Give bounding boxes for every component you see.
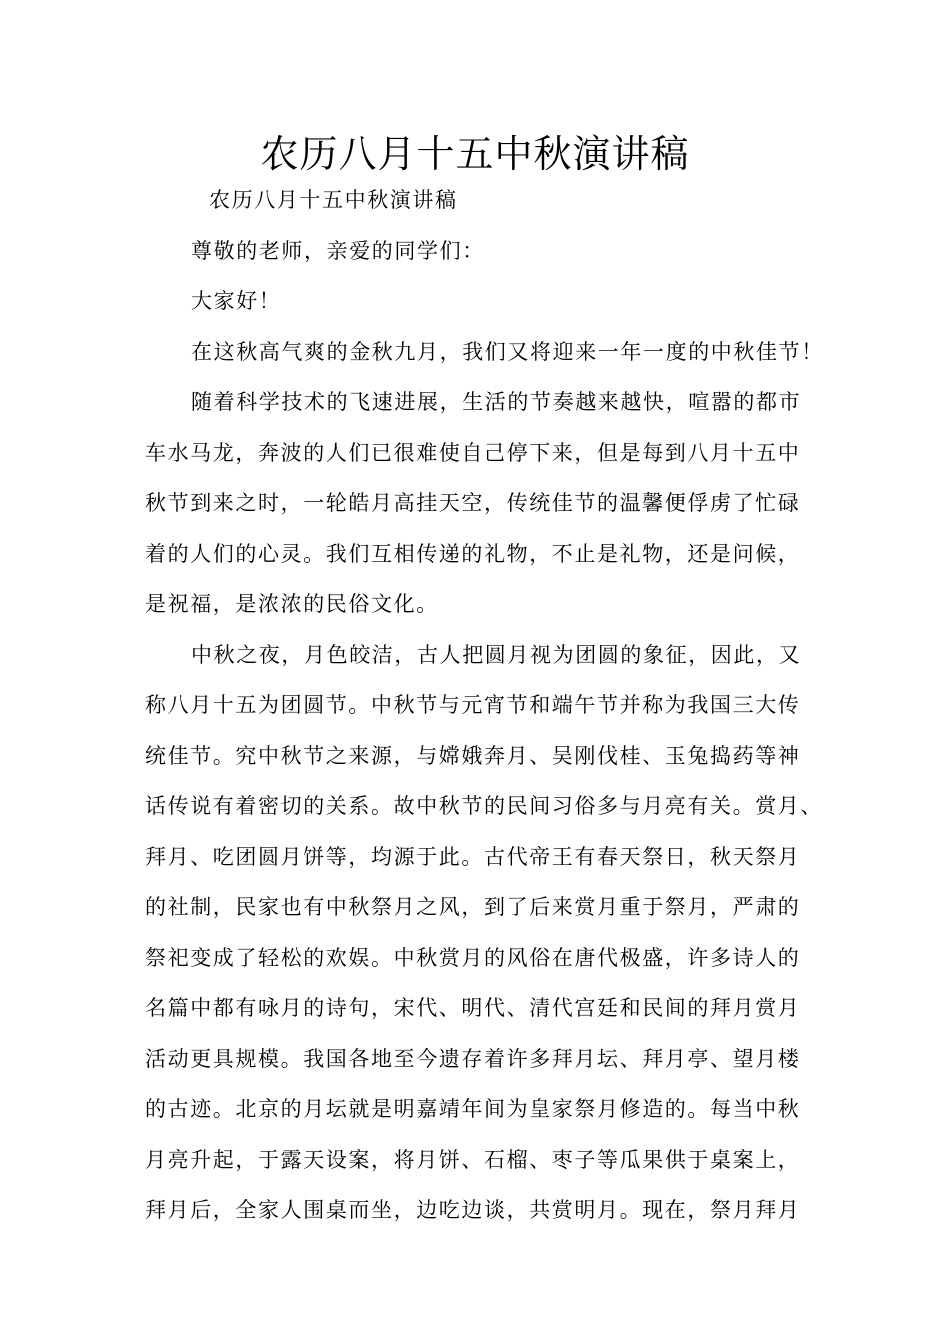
paragraph-line: 是祝福，是浓浓的民俗文化。 xyxy=(145,592,439,616)
paragraph-line: 称八月十五为团圆节。中秋节与元宵节和端午节并称为我国三大传 xyxy=(145,693,801,717)
paragraph-line: 活动更具规模。我国各地至今遗存着许多拜月坛、拜月亭、望月楼 xyxy=(145,1046,801,1071)
paragraph-line: 统佳节。究中秋节之来源，与嫦娥奔月、吴刚伐桂、玉兔捣药等神 xyxy=(145,743,801,768)
salutation-line: 尊敬的老师，亲爱的同学们： xyxy=(191,238,485,263)
paragraph-line: 的社制，民家也有中秋祭月之风，到了后来赏月重于祭月，严肃的 xyxy=(145,895,801,919)
document-body xyxy=(145,175,825,1236)
greeting-line: 大家好！ xyxy=(191,289,282,313)
paragraph-line: 车水马龙，奔波的人们已很难使自己停下来，但是每到八月十五中 xyxy=(145,440,801,465)
paragraph-line: 祭祀变成了轻松的欢娱。中秋赏月的风俗在唐代极盛，许多诗人的 xyxy=(145,945,801,970)
subtitle-line: 农历八月十五中秋演讲稿 xyxy=(209,188,458,212)
paragraph-line: 拜月、吃团圆月饼等，均源于此。古代帝王有春天祭日，秋天祭月 xyxy=(145,844,801,869)
paragraph-line: 中秋之夜，月色皎洁，古人把圆月视为团圆的象征，因此，又 xyxy=(191,642,802,667)
paragraph-line: 拜月后，全家人围桌而坐，边吃边谈，共赏明月。现在，祭月拜月 xyxy=(145,1198,801,1222)
paragraph-line: 月亮升起，于露天设案，将月饼、石榴、枣子等瓜果供于桌案上， xyxy=(145,1147,801,1172)
paragraph-line: 在这秋高气爽的金秋九月，我们又将迎来一年一度的中秋佳节！ xyxy=(191,339,824,364)
paragraph-line: 话传说有着密切的关系。故中秋节的民间习俗多与月亮有关。赏月、 xyxy=(145,794,823,818)
paragraph-line: 随着科学技术的飞速进展，生活的节奏越来越快，喧嚣的都市 xyxy=(191,390,802,414)
paragraph-line: 名篇中都有咏月的诗句，宋代、明代、清代宫廷和民间的拜月赏月 xyxy=(145,996,801,1020)
document-title: 农历八月十五中秋演讲稿 xyxy=(260,132,690,176)
paragraph-line: 着的人们的心灵。我们互相传递的礼物，不止是礼物，还是问候， xyxy=(145,541,801,566)
paragraph-line: 的古迹。北京的月坛就是明嘉靖年间为皇家祭月修造的。每当中秋 xyxy=(145,1097,801,1121)
paragraph-line: 秋节到来之时，一轮皓月高挂天空，传统佳节的温馨便俘虏了忙碌 xyxy=(145,491,801,515)
